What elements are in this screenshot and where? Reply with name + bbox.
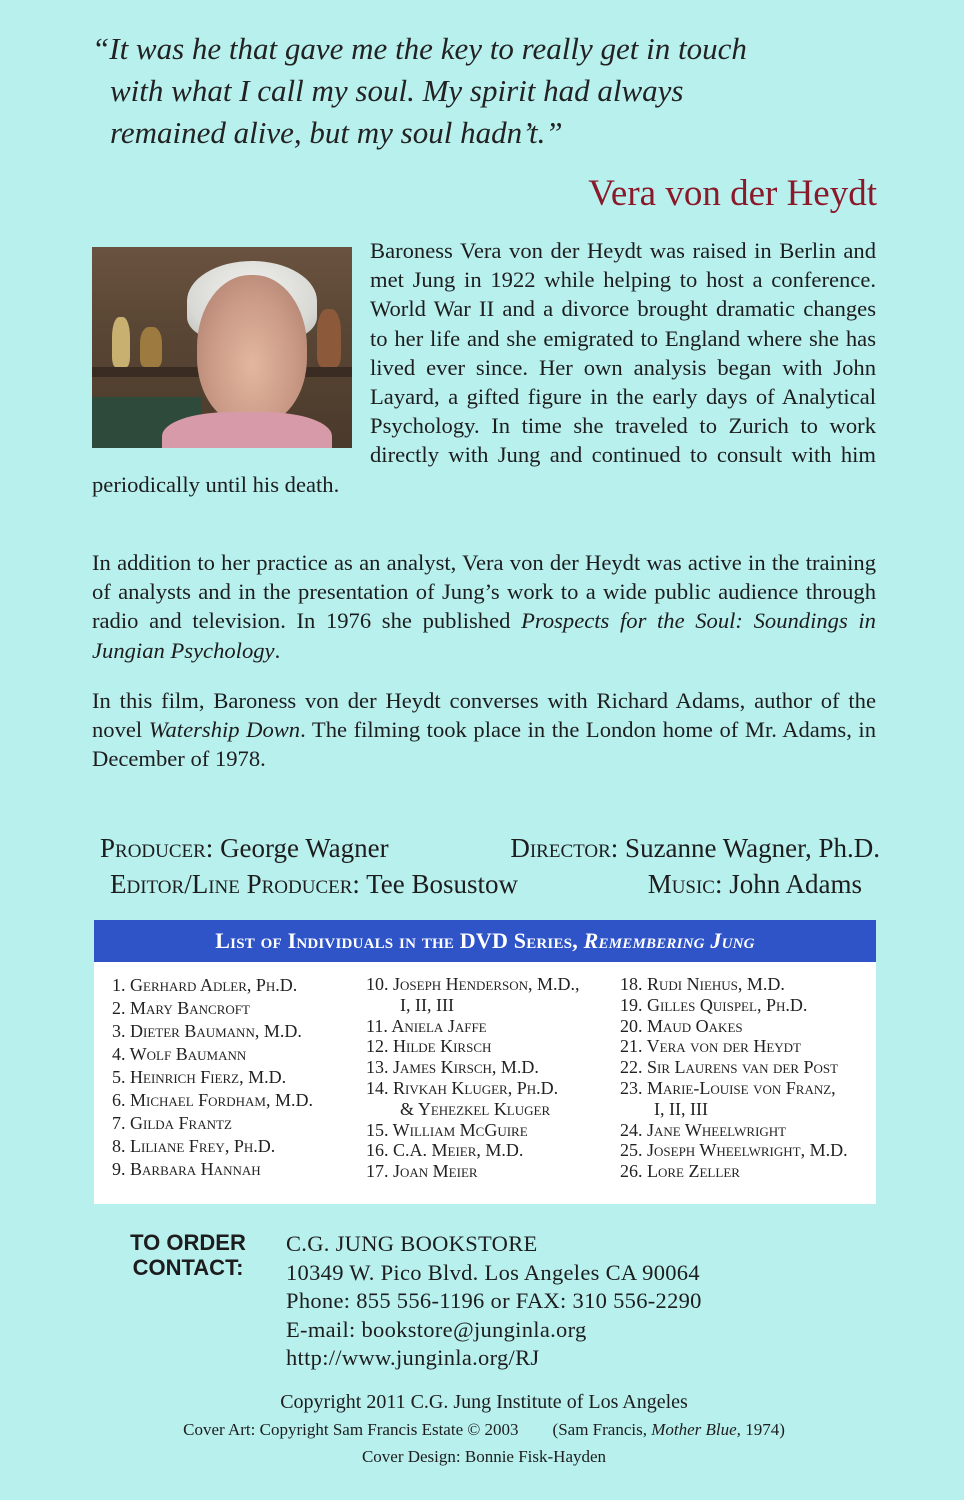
list-item: 20. Maud Oakes [620,1015,743,1036]
series-heading-text: List of Individuals in the DVD Series, [215,928,578,953]
bio-paragraph-1 [92,236,876,499]
series-list-box [94,920,876,1204]
bio-text-3: In this film, Baroness von der Heydt converses with Richard Adams, author of the novel [92,688,876,743]
editor-credit [110,866,518,902]
series-column-2 [366,974,616,1182]
footer [92,1388,876,1470]
editor-label: Editor/Line Producer: [110,869,360,899]
list-item-continuation: & Yehezkel Kluger [400,1098,551,1119]
music-name: John Adams [729,869,862,899]
order-label [118,1230,258,1280]
list-item: 3. Dieter Baumann, M.D. [112,1021,302,1041]
cover-art-credit: Cover Art: Copyright Sam Francis Estate © 2003 [183,1420,519,1439]
music-credit [648,866,862,902]
pull-quote [92,28,892,154]
cover-design-line: Cover Design: Bonnie Fisk-Hayden [361,1447,607,1466]
bio-text-1: Baroness Vera von der Heydt was raised in Berlin and met Jung in 1922 while helping to host a conference. World War II and a divorce brought dramatic changes to her life and she emigrated to England where she has lived ever since. Her own analysis began with John Layard, a gifted figure in the early days of Analytical Psychology. In time she traveled to Zurich to work directly with Jung and continued to consult with him periodically until his death. [92,238,876,497]
credits [100,830,880,902]
list-item: 24. Jane Wheelwright [620,1119,787,1140]
order-label-line-2: CONTACT: [132,1255,244,1280]
bio-text-3-end: . The filming took place in the London home of Mr. Adams, in December of 1978. [92,717,876,772]
list-item: 17. Joan Meier [366,1161,478,1182]
list-item: 22. Sir Laurens van der Post [620,1057,839,1078]
list-item: 18. Rudi Niehus, M.D. [620,974,785,994]
producer-credit [100,830,389,866]
order-label-line-1: TO ORDER [130,1230,246,1255]
list-item: 1. Gerhard Adler, Ph.D. [112,975,298,995]
producer-label: Producer: [100,833,214,863]
list-item: 8. Liliane Frey, Ph.D. [112,1136,276,1156]
subject-name: Vera von der Heydt [588,173,877,214]
list-item: 5. Heinrich Fierz, M.D. [112,1067,287,1087]
list-item: 9. Barbara Hannah [112,1159,261,1179]
list-item: 21. Vera von der Heydt [620,1036,801,1057]
quote-line-1: “It was he that gave me the key to really get in touch [92,31,747,66]
bio-paragraph-3 [92,686,876,774]
store-phone: Phone: 855 556-1196 or FAX: 310 556-2290 [286,1288,702,1314]
store-name: C.G. JUNG BOOKSTORE [286,1231,538,1256]
list-item: 16. C.A. Meier, M.D. [366,1140,524,1161]
director-label: Director: [510,833,619,863]
list-item: 23. Marie-Louise von Franz, [620,1077,836,1098]
store-address: 10349 W. Pico Blvd. Los Angeles CA 90064 [286,1259,700,1285]
series-column-1 [112,974,362,1181]
copyright-line: Copyright 2011 C.G. Jung Institute of Los Angeles [280,1391,688,1413]
book-title: Prospects for the Soul: Soundings in Jungian Psychology [92,608,876,663]
list-item: 2. Mary Bancroft [112,998,250,1018]
cover-art-year: 1974) [740,1420,785,1439]
list-item: 13. James Kirsch, M.D. [366,1057,539,1078]
list-item: 4. Wolf Baumann [112,1044,247,1064]
list-item: 12. Hilde Kirsch [366,1036,492,1057]
credits-row-1 [100,830,880,866]
series-column-3 [620,974,876,1182]
quote-line-3: remained alive, but my soul hadn’t.” [110,115,563,150]
quote-line-2: with what I call my soul. My spirit had always [110,73,684,108]
bio-paragraph-2 [92,548,876,665]
cover-art-line [92,1416,876,1443]
list-item: 25. Joseph Wheelwright, M.D. [620,1140,848,1161]
producer-name: George Wagner [220,833,389,863]
list-item: 10. Joseph Henderson, M.D., [366,974,580,994]
order-contact [286,1230,846,1373]
store-url[interactable]: http://www.junginla.org/RJ [286,1345,540,1371]
list-item: 15. William McGuire [366,1119,528,1140]
list-item: 26. Lore Zeller [620,1161,740,1182]
music-label: Music: [647,869,723,899]
series-heading-title: Remembering Jung [583,928,755,953]
credits-row-2 [100,866,880,902]
list-item: 7. Gilda Frantz [112,1113,232,1133]
store-email[interactable]: E-mail: bookstore@junginla.org [286,1316,587,1342]
cover-art-title: Mother Blue, [651,1420,741,1439]
series-heading [94,920,876,962]
list-item: 19. Gilles Quispel, Ph.D. [620,994,808,1015]
list-item: 11. Aniela Jaffe [366,1015,487,1036]
list-item-continuation: I, II, III [654,1098,708,1119]
cover-art-note: (Sam Francis, [552,1420,652,1439]
director-credit [510,830,880,866]
bio-text-2: In addition to her practice as an analyst, Vera von der Heydt was active in the training of analysts and in the presentation of Jung’s work to a wide public audience through radio and television. In 1976 she published [92,550,876,634]
list-item-continuation: I, II, III [400,994,454,1015]
novel-title: Watership Down [148,717,301,743]
bio-text-2-end: . [274,637,281,663]
list-item: 6. Michael Fordham, M.D. [112,1090,313,1110]
director-name: Suzanne Wagner, Ph.D. [625,833,880,863]
editor-name: Tee Bosustow [366,869,519,899]
list-item: 14. Rivkah Kluger, Ph.D. [366,1077,559,1098]
